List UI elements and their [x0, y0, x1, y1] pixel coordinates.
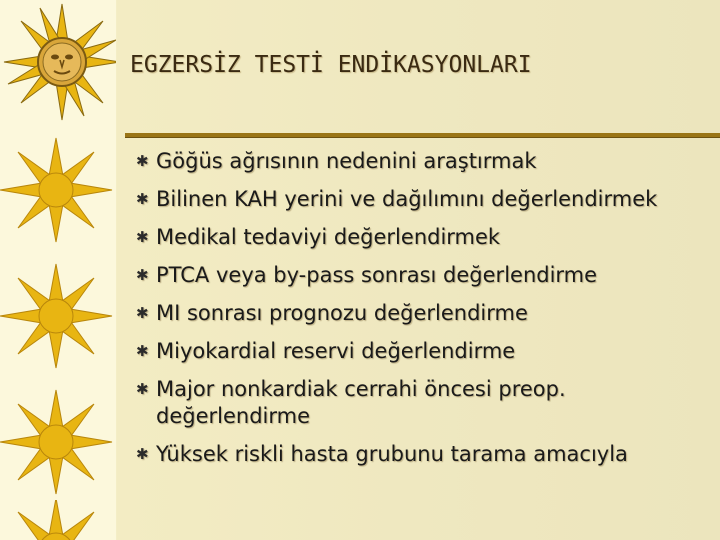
list-item-text: Göğüs ağrısının nedenini araştırmak	[156, 149, 537, 173]
list-item	[136, 148, 720, 175]
list-item	[136, 376, 720, 430]
sun-icon	[0, 384, 116, 500]
list-item	[136, 300, 720, 327]
bullet-list	[136, 148, 720, 479]
sun-icon	[0, 258, 116, 374]
sun-face-icon	[0, 0, 116, 124]
list-item-text: Medikal tedaviyi değerlendirmek	[156, 225, 501, 249]
list-item	[136, 186, 720, 213]
list-item	[136, 224, 720, 251]
list-item	[136, 262, 720, 289]
list-item-text: Miyokardial reservi değerlendirme	[156, 339, 516, 363]
asterisk-bullet-icon: ✱	[136, 342, 149, 360]
list-item-text: MI sonrası prognozu değerlendirme	[156, 301, 528, 325]
asterisk-bullet-icon: ✱	[136, 152, 149, 170]
asterisk-bullet-icon: ✱	[136, 304, 149, 322]
asterisk-bullet-icon: ✱	[136, 445, 149, 463]
sun-icon	[0, 132, 116, 248]
asterisk-bullet-icon: ✱	[136, 266, 149, 284]
list-item	[136, 338, 720, 365]
sun-icon	[0, 500, 116, 540]
slide-title: EGZERSİZ TESTİ ENDİKASYONLARI	[130, 52, 532, 78]
title-divider	[125, 133, 720, 137]
list-item-text: Bilinen KAH yerini ve dağılımını değerlendirmek	[156, 187, 658, 211]
list-item-text: PTCA veya by-pass sonrası değerlendirme	[156, 263, 598, 287]
list-item	[136, 441, 720, 468]
list-item-text: Major nonkardiak cerrahi öncesi preop. değerlendirme	[156, 377, 566, 428]
list-item-text: Yüksek riskli hasta grubunu tarama amacıyla	[156, 442, 628, 466]
asterisk-bullet-icon: ✱	[136, 380, 149, 398]
asterisk-bullet-icon: ✱	[136, 190, 149, 208]
asterisk-bullet-icon: ✱	[136, 228, 149, 246]
